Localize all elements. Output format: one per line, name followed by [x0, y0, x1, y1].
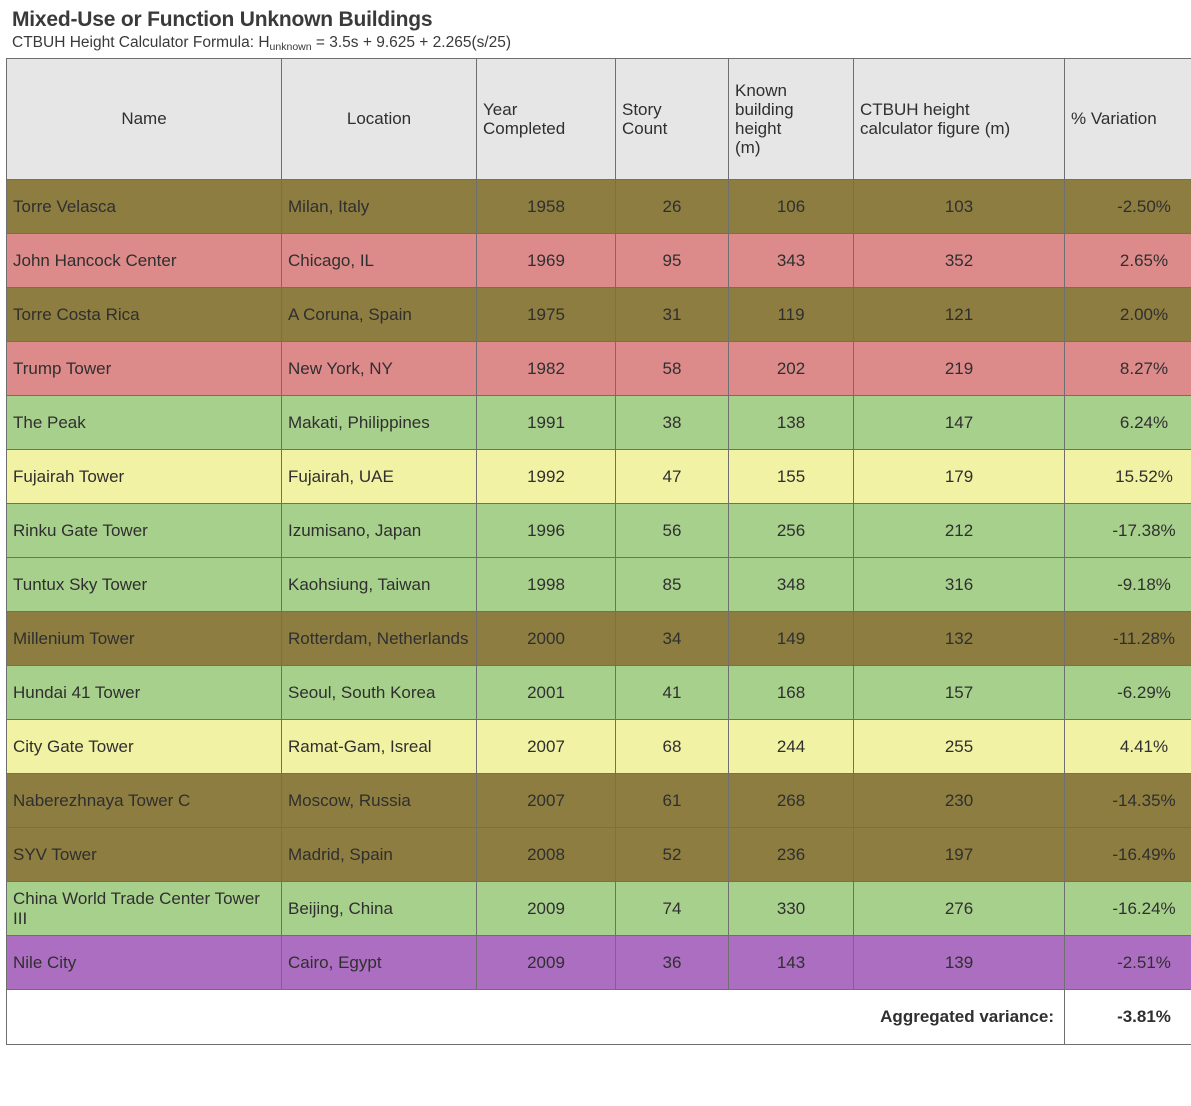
cell-location: Ramat-Gam, Isreal — [282, 720, 477, 774]
cell-variation: 15.52% — [1065, 450, 1191, 504]
table-row — [7, 288, 1191, 342]
aggregated-variance-label: Aggregated variance: — [7, 990, 1065, 1045]
cell-known-height: 256 — [729, 504, 854, 558]
cell-year-completed: 1998 — [477, 558, 616, 612]
cell-story-count: 95 — [616, 234, 729, 288]
cell-variation: 2.65% — [1065, 234, 1191, 288]
aggregated-variance-row — [7, 990, 1191, 1045]
cell-calculator-figure: 230 — [854, 774, 1065, 828]
table-row — [7, 558, 1191, 612]
cell-variation: -16.49% — [1065, 828, 1191, 882]
column-header-story-line2: Count — [622, 119, 668, 138]
cell-calculator-figure: 276 — [854, 882, 1065, 936]
cell-year-completed: 2000 — [477, 612, 616, 666]
cell-location: Izumisano, Japan — [282, 504, 477, 558]
cell-calculator-figure: 132 — [854, 612, 1065, 666]
cell-calculator-figure: 179 — [854, 450, 1065, 504]
cell-story-count: 34 — [616, 612, 729, 666]
cell-location: Seoul, South Korea — [282, 666, 477, 720]
column-header-known-line1: Known — [735, 80, 787, 100]
cell-variation: -6.29% — [1065, 666, 1191, 720]
cell-building-name: Torre Velasca — [7, 180, 282, 234]
cell-location: Makati, Philippines — [282, 396, 477, 450]
cell-story-count: 56 — [616, 504, 729, 558]
table-row — [7, 936, 1191, 990]
formula-line — [12, 34, 1187, 52]
cell-known-height: 236 — [729, 828, 854, 882]
cell-known-height: 202 — [729, 342, 854, 396]
column-header-name: Name — [7, 59, 282, 180]
column-header-year-line2: Completed — [483, 119, 566, 138]
cell-year-completed: 1958 — [477, 180, 616, 234]
cell-building-name: Nile City — [7, 936, 282, 990]
column-header-variation: % Variation — [1065, 59, 1191, 180]
column-header-story-count — [616, 59, 729, 180]
cell-calculator-figure: 197 — [854, 828, 1065, 882]
table-row — [7, 720, 1191, 774]
table-body — [7, 180, 1191, 990]
table-row — [7, 666, 1191, 720]
cell-building-name: John Hancock Center — [7, 234, 282, 288]
cell-known-height: 168 — [729, 666, 854, 720]
cell-known-height: 106 — [729, 180, 854, 234]
cell-location: Rotterdam, Netherlands — [282, 612, 477, 666]
cell-location: New York, NY — [282, 342, 477, 396]
cell-known-height: 138 — [729, 396, 854, 450]
cell-calculator-figure: 139 — [854, 936, 1065, 990]
cell-location: Cairo, Egypt — [282, 936, 477, 990]
column-header-story-line1: Story — [622, 99, 662, 119]
cell-location: Kaohsiung, Taiwan — [282, 558, 477, 612]
cell-year-completed: 1982 — [477, 342, 616, 396]
cell-calculator-figure: 157 — [854, 666, 1065, 720]
cell-story-count: 61 — [616, 774, 729, 828]
cell-known-height: 244 — [729, 720, 854, 774]
cell-year-completed: 2007 — [477, 774, 616, 828]
cell-building-name: Trump Tower — [7, 342, 282, 396]
table-row — [7, 234, 1191, 288]
cell-known-height: 149 — [729, 612, 854, 666]
cell-calculator-figure: 255 — [854, 720, 1065, 774]
cell-variation: -11.28% — [1065, 612, 1191, 666]
cell-calculator-figure: 121 — [854, 288, 1065, 342]
cell-year-completed: 1969 — [477, 234, 616, 288]
formula-subscript: unknown — [269, 41, 312, 53]
cell-variation: 4.41% — [1065, 720, 1191, 774]
cell-story-count: 74 — [616, 882, 729, 936]
cell-calculator-figure: 352 — [854, 234, 1065, 288]
table-header-row — [7, 59, 1191, 180]
cell-location: Milan, Italy — [282, 180, 477, 234]
table-row — [7, 774, 1191, 828]
cell-year-completed: 2008 — [477, 828, 616, 882]
column-header-known-line4: (m) — [735, 138, 761, 158]
cell-variation: -16.24% — [1065, 882, 1191, 936]
cell-calculator-figure: 147 — [854, 396, 1065, 450]
table-row — [7, 180, 1191, 234]
cell-location: Moscow, Russia — [282, 774, 477, 828]
column-header-year-completed — [477, 59, 616, 180]
page-title: Mixed-Use or Function Unknown Buildings — [12, 8, 433, 31]
cell-story-count: 68 — [616, 720, 729, 774]
cell-known-height: 155 — [729, 450, 854, 504]
cell-year-completed: 2009 — [477, 882, 616, 936]
cell-variation: 6.24% — [1065, 396, 1191, 450]
cell-year-completed: 1975 — [477, 288, 616, 342]
cell-calculator-figure: 103 — [854, 180, 1065, 234]
cell-variation: -9.18% — [1065, 558, 1191, 612]
formula-prefix: CTBUH Height Calculator Formula: H — [12, 34, 270, 51]
table-footer — [7, 990, 1191, 1045]
cell-known-height: 119 — [729, 288, 854, 342]
cell-building-name: China World Trade Center Tower III — [7, 882, 282, 936]
cell-story-count: 26 — [616, 180, 729, 234]
cell-known-height: 143 — [729, 936, 854, 990]
cell-calculator-figure: 212 — [854, 504, 1065, 558]
cell-location: Chicago, IL — [282, 234, 477, 288]
cell-known-height: 348 — [729, 558, 854, 612]
cell-building-name: Torre Costa Rica — [7, 288, 282, 342]
cell-location: Beijing, China — [282, 882, 477, 936]
column-header-year-line1: Year — [483, 99, 518, 119]
cell-year-completed: 1992 — [477, 450, 616, 504]
table-header — [7, 59, 1191, 180]
cell-variation: 8.27% — [1065, 342, 1191, 396]
cell-known-height: 343 — [729, 234, 854, 288]
cell-calculator-figure: 219 — [854, 342, 1065, 396]
column-header-calc-line2: calculator figure (m) — [860, 119, 1011, 138]
column-header-calc-line1: CTBUH height — [860, 99, 970, 119]
cell-story-count: 31 — [616, 288, 729, 342]
cell-year-completed: 2007 — [477, 720, 616, 774]
cell-known-height: 268 — [729, 774, 854, 828]
cell-variation: 2.00% — [1065, 288, 1191, 342]
cell-building-name: Fujairah Tower — [7, 450, 282, 504]
cell-year-completed: 2001 — [477, 666, 616, 720]
cell-location: Madrid, Spain — [282, 828, 477, 882]
table-row — [7, 612, 1191, 666]
cell-building-name: The Peak — [7, 396, 282, 450]
cell-story-count: 36 — [616, 936, 729, 990]
cell-building-name: Tuntux Sky Tower — [7, 558, 282, 612]
cell-building-name: City Gate Tower — [7, 720, 282, 774]
table-row — [7, 828, 1191, 882]
column-header-calculator-figure — [854, 59, 1065, 180]
table-row — [7, 882, 1191, 936]
table-row — [7, 396, 1191, 450]
cell-known-height: 330 — [729, 882, 854, 936]
cell-story-count: 41 — [616, 666, 729, 720]
cell-location: A Coruna, Spain — [282, 288, 477, 342]
cell-year-completed: 1991 — [477, 396, 616, 450]
table-row — [7, 450, 1191, 504]
cell-building-name: Millenium Tower — [7, 612, 282, 666]
cell-story-count: 38 — [616, 396, 729, 450]
cell-story-count: 47 — [616, 450, 729, 504]
cell-story-count: 58 — [616, 342, 729, 396]
cell-variation: -2.51% — [1065, 936, 1191, 990]
cell-year-completed: 2009 — [477, 936, 616, 990]
cell-location: Fujairah, UAE — [282, 450, 477, 504]
cell-building-name: Hundai 41 Tower — [7, 666, 282, 720]
column-header-known-line3: height — [735, 119, 782, 138]
cell-calculator-figure: 316 — [854, 558, 1065, 612]
table-row — [7, 504, 1191, 558]
cell-building-name: Naberezhnaya Tower C — [7, 774, 282, 828]
column-header-known-height — [729, 59, 854, 180]
cell-variation: -14.35% — [1065, 774, 1191, 828]
aggregated-variance-value: -3.81% — [1065, 990, 1191, 1045]
cell-building-name: Rinku Gate Tower — [7, 504, 282, 558]
cell-story-count: 85 — [616, 558, 729, 612]
buildings-table — [6, 58, 1191, 1045]
table-row — [7, 342, 1191, 396]
cell-story-count: 52 — [616, 828, 729, 882]
cell-building-name: SYV Tower — [7, 828, 282, 882]
cell-year-completed: 1996 — [477, 504, 616, 558]
cell-variation: -17.38% — [1065, 504, 1191, 558]
column-header-known-line2: building — [735, 99, 794, 119]
formula-suffix: = 3.5s + 9.625 + 2.265(s/25) — [311, 34, 512, 51]
cell-variation: -2.50% — [1065, 180, 1191, 234]
column-header-location: Location — [282, 59, 477, 180]
